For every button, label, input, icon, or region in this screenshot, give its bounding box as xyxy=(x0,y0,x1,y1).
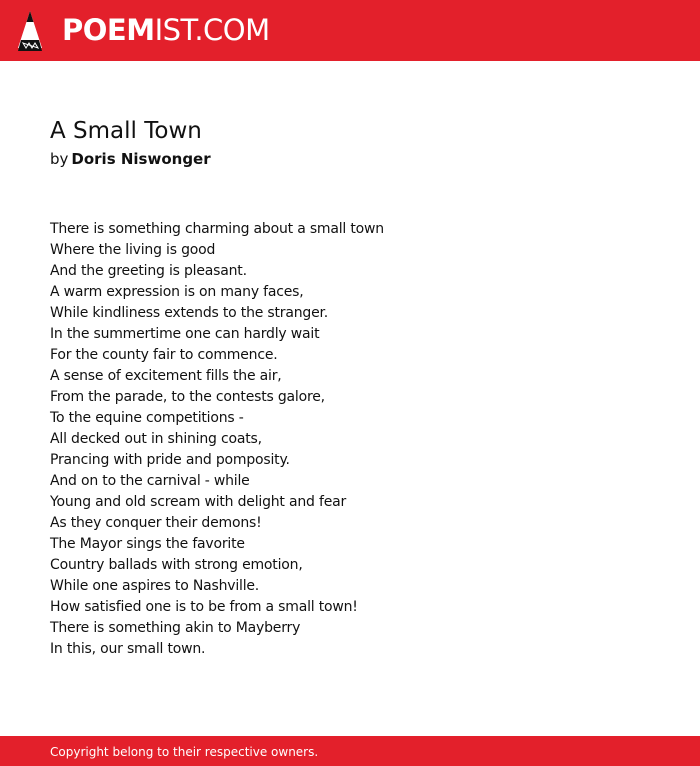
poem-line: For the county fair to commence. xyxy=(50,347,278,363)
poem-line: As they conquer their demons! xyxy=(50,515,262,531)
poem-line: There is something akin to Mayberry xyxy=(50,620,301,636)
poem-line: To the equine competitions - xyxy=(50,410,244,426)
logo-text-light: IST.COM xyxy=(154,13,270,47)
poem-line: And the greeting is pleasant. xyxy=(50,263,247,279)
site-header xyxy=(0,0,700,61)
poem-line: Where the living is good xyxy=(50,242,216,258)
logo-text-bold: POEM xyxy=(62,13,155,47)
pencil-icon[interactable] xyxy=(17,10,43,52)
poem-title: A Small Town xyxy=(50,118,202,144)
poem-body xyxy=(50,219,384,660)
poem-line: In this, our small town. xyxy=(50,641,206,657)
by-label: by xyxy=(50,150,69,168)
poem-line: How satisfied one is to be from a small town! xyxy=(50,599,358,615)
poem-line: In the summertime one can hardly wait xyxy=(50,326,320,342)
poem-line: All decked out in shining coats, xyxy=(50,431,262,447)
poem-line: From the parade, to the contests galore, xyxy=(50,389,325,405)
poem-line: The Mayor sings the favorite xyxy=(50,536,245,552)
poem-line: There is something charming about a small town xyxy=(50,221,384,237)
poem-line: And on to the carnival - while xyxy=(50,473,250,489)
poem-line: Young and old scream with delight and fear xyxy=(50,494,347,510)
poem-line: While kindliness extends to the stranger. xyxy=(50,305,329,321)
poem-line: A warm expression is on many faces, xyxy=(50,284,304,300)
poem-byline xyxy=(50,149,211,169)
site-footer xyxy=(0,736,700,766)
poem-line: While one aspires to Nashville. xyxy=(50,578,260,594)
poem-author: Doris Niswonger xyxy=(71,150,211,168)
poem-line: Country ballads with strong emotion, xyxy=(50,557,303,573)
copyright-text: Copyright belong to their respective owners. xyxy=(50,745,319,759)
poem-line: Prancing with pride and pomposity. xyxy=(50,452,290,468)
site-logo[interactable] xyxy=(62,12,270,48)
poem-line: A sense of excitement fills the air, xyxy=(50,368,282,384)
